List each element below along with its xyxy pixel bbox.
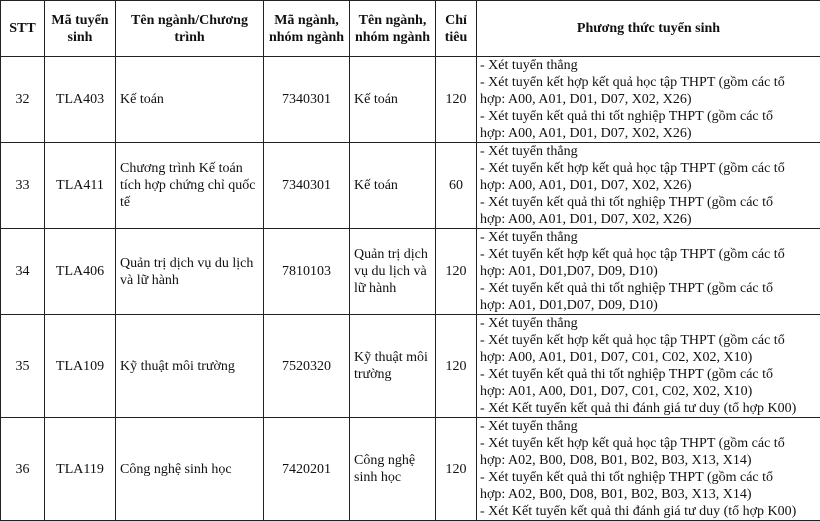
table-row: [1, 315, 820, 418]
method-line: - Xét tuyển thẳng: [480, 230, 578, 245]
cell-chi-tieu: 120: [436, 229, 477, 315]
method-line: - Xét tuyển thẳng: [480, 419, 578, 434]
cell-ma-nganh: 7340301: [264, 57, 350, 143]
cell-phuong-thuc: [477, 315, 820, 418]
header-ma-nganh: Mã ngành, nhóm ngành: [264, 1, 350, 57]
table-row: [1, 57, 820, 143]
method-line: - Xét tuyển kết hợp kết quả học tập THPT (gồm các tổ: [480, 436, 785, 451]
method-line: hợp: A02, B00, D08, B01, B02, B03, X13, X14): [480, 453, 752, 468]
cell-ma-nganh: 7810103: [264, 229, 350, 315]
method-line: - Xét tuyển kết hợp kết quả học tập THPT (gồm các tổ: [480, 247, 785, 262]
header-stt: STT: [1, 1, 45, 57]
cell-ma-nganh: 7420201: [264, 418, 350, 521]
table-row: [1, 143, 820, 229]
method-line: hợp: A01, D01,D07, D09, D10): [480, 298, 658, 313]
cell-ma-tuyen-sinh: TLA403: [45, 57, 116, 143]
method-line: - Xét Kết tuyển kết quả thi đánh giá tư duy (tổ hợp K00): [480, 401, 797, 416]
method-line: - Xét tuyển kết hợp kết quả học tập THPT (gồm các tổ: [480, 333, 785, 348]
method-line: hợp: A02, B00, D08, B01, B02, B03, X13, X14): [480, 487, 752, 502]
cell-phuong-thuc: [477, 229, 820, 315]
cell-stt: 35: [1, 315, 45, 418]
cell-ten-nganh-nhom: Kế toán: [350, 57, 436, 143]
method-line: hợp: A00, A01, D01, D07, X02, X26): [480, 212, 692, 227]
header-chi-tieu: Chỉ tiêu: [436, 1, 477, 57]
method-line: - Xét tuyển kết quả thi tốt nghiệp THPT (gồm các tổ: [480, 281, 774, 296]
cell-stt: 32: [1, 57, 45, 143]
cell-ten-nganh: Chương trình Kế toán tích hợp chứng chỉ quốc tế: [116, 143, 264, 229]
header-ma-tuyen-sinh: Mã tuyển sinh: [45, 1, 116, 57]
method-line: hợp: A00, A01, D01, D07, X02, X26): [480, 178, 692, 193]
method-line: hợp: A01, A00, D01, D07, C01, C02, X02, X10): [480, 384, 753, 399]
cell-stt: 34: [1, 229, 45, 315]
cell-phuong-thuc: [477, 57, 820, 143]
cell-ma-tuyen-sinh: TLA109: [45, 315, 116, 418]
cell-ten-nganh: Kỹ thuật môi trường: [116, 315, 264, 418]
method-line: hợp: A00, A01, D01, D07, X02, X26): [480, 92, 692, 107]
cell-ten-nganh-nhom: Công nghệ sinh học: [350, 418, 436, 521]
cell-chi-tieu: 120: [436, 57, 477, 143]
cell-chi-tieu: 120: [436, 315, 477, 418]
header-ten-nganh: Tên ngành/Chương trình: [116, 1, 264, 57]
cell-ma-tuyen-sinh: TLA119: [45, 418, 116, 521]
method-line: - Xét tuyển kết quả thi tốt nghiệp THPT (gồm các tổ: [480, 470, 774, 485]
method-line: - Xét tuyển thẳng: [480, 316, 578, 331]
cell-chi-tieu: 60: [436, 143, 477, 229]
header-ten-nganh-nhom: Tên ngành, nhóm ngành: [350, 1, 436, 57]
header-phuong-thuc: Phương thức tuyển sinh: [477, 1, 820, 57]
method-line: - Xét tuyển thẳng: [480, 58, 578, 73]
cell-phuong-thuc: [477, 143, 820, 229]
cell-ten-nganh-nhom: Kế toán: [350, 143, 436, 229]
cell-ten-nganh-nhom: Quản trị dịch vụ du lịch và lữ hành: [350, 229, 436, 315]
method-line: - Xét tuyển kết hợp kết quả học tập THPT (gồm các tổ: [480, 75, 785, 90]
table-row: [1, 229, 820, 315]
header-row: [1, 1, 820, 57]
cell-phuong-thuc: [477, 418, 820, 521]
method-line: hợp: A00, A01, D01, D07, C01, C02, X02, X10): [480, 350, 753, 365]
cell-chi-tieu: 120: [436, 418, 477, 521]
cell-ten-nganh: Kế toán: [116, 57, 264, 143]
cell-ten-nganh: Công nghệ sinh học: [116, 418, 264, 521]
method-line: hợp: A00, A01, D01, D07, X02, X26): [480, 126, 692, 141]
method-line: - Xét tuyển kết quả thi tốt nghiệp THPT (gồm các tổ: [480, 195, 774, 210]
cell-ten-nganh-nhom: Kỹ thuật môi trường: [350, 315, 436, 418]
method-line: - Xét tuyển kết quả thi tốt nghiệp THPT (gồm các tổ: [480, 109, 774, 124]
method-line: - Xét tuyển kết quả thi tốt nghiệp THPT (gồm các tổ: [480, 367, 774, 382]
table-row: [1, 418, 820, 521]
method-line: - Xét tuyển kết hợp kết quả học tập THPT (gồm các tổ: [480, 161, 785, 176]
cell-ten-nganh: Quản trị dịch vụ du lịch và lữ hành: [116, 229, 264, 315]
cell-stt: 33: [1, 143, 45, 229]
cell-ma-nganh: 7340301: [264, 143, 350, 229]
method-line: - Xét Kết tuyển kết quả thi đánh giá tư duy (tổ hợp K00): [480, 504, 797, 519]
cell-ma-nganh: 7520320: [264, 315, 350, 418]
cell-ma-tuyen-sinh: TLA411: [45, 143, 116, 229]
cell-ma-tuyen-sinh: TLA406: [45, 229, 116, 315]
method-line: hợp: A01, D01,D07, D09, D10): [480, 264, 658, 279]
method-line: - Xét tuyển thẳng: [480, 144, 578, 159]
cell-stt: 36: [1, 418, 45, 521]
